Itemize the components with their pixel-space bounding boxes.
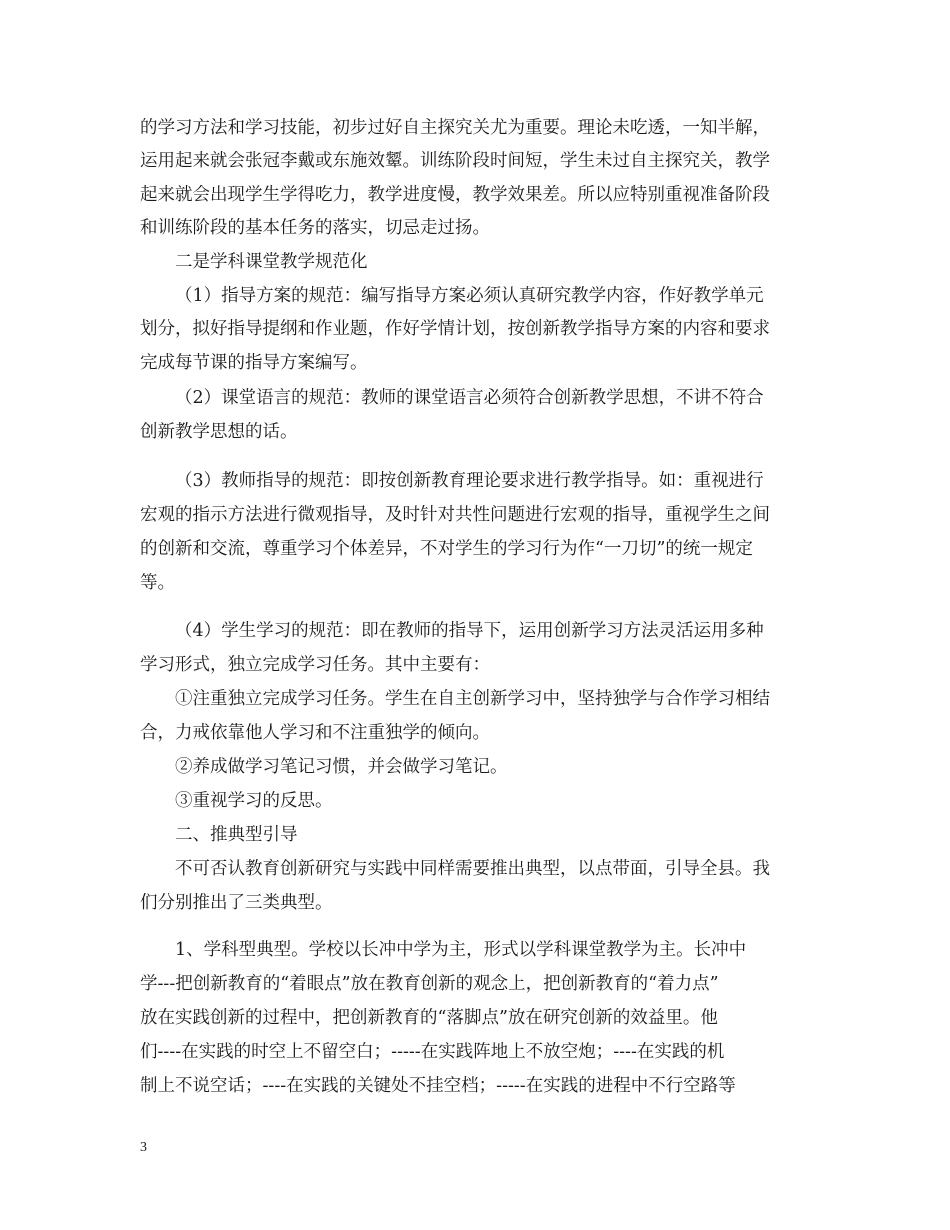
text-line: 和训练阶段的基本任务的落实，切忌走过扬。 — [140, 218, 490, 238]
text-line: 不可否认教育创新研究与实践中同样需要推出典型，以点带面，引导全县。我 — [175, 859, 770, 879]
text-line: 起来就会出现学生学得吃力，教学进度慢，教学效果差。所以应特别重视准备阶段 — [140, 185, 770, 205]
text-line: （3）教师指导的规范：即按创新教育理论要求进行教学指导。如：重视进行 — [175, 471, 764, 491]
text-line: 们----在实践的时空上不留空白；-----在实践阵地上不放空炮；----在实践的机 — [140, 1042, 725, 1062]
text-line: 们分别推出了三类典型。 — [140, 893, 333, 913]
text-line: 1、学科型典型。学校以长冲中学为主，形式以学科课堂教学为主。长冲中 — [175, 940, 747, 960]
text-line: 制上不说空话；----在实践的关键处不挂空档；-----在实践的进程中不行空路等 — [140, 1076, 736, 1096]
text-line: 的创新和交流，尊重学习个体差异，不对学生的学习行为作“一刀切”的统一规定 — [140, 539, 753, 559]
section-heading: 二、推典型引导 — [175, 825, 298, 845]
text-line: （1）指导方案的规范：编写指导方案必须认真研究教学内容，作好教学单元 — [175, 286, 764, 306]
text-line: 运用起来就会张冠李戴或东施效颦。训练阶段时间短，学生未过自主探究关，教学 — [140, 151, 770, 171]
text-line: 等。 — [140, 573, 175, 593]
text-line: 划分，拟好指导提纲和作业题，作好学情计划，按创新教学指导方案的内容和要求 — [140, 319, 770, 339]
text-line: 合，力戒依靠他人学习和不注重独学的倾向。 — [140, 723, 490, 743]
text-line: 完成每节课的指导方案编写。 — [140, 353, 368, 373]
list-item: ③重视学习的反思。 — [175, 791, 333, 811]
text-line: 学---把创新教育的“着眼点”放在教育创新的观念上，把创新教育的“着力点” — [140, 974, 719, 994]
text-line: 放在实践创新的过程中，把创新教育的“落脚点”放在研究创新的效益里。他 — [140, 1008, 718, 1028]
text-line: （4）学生学习的规范：即在教师的指导下，运用创新学习方法灵活运用多种 — [175, 621, 764, 641]
text-line: 宏观的指示方法进行微观指导，及时针对共性问题进行宏观的指导，重视学生之间 — [140, 505, 770, 525]
text-line: 学习形式，独立完成学习任务。其中主要有： — [140, 655, 490, 675]
page-number: 3 — [140, 1140, 147, 1155]
text-line: 创新教学思想的话。 — [140, 422, 298, 442]
list-item: ①注重独立完成学习任务。学生在自主创新学习中，坚持独学与合作学习相结 — [175, 689, 770, 709]
list-item: ②养成做学习笔记习惯，并会做学习笔记。 — [175, 757, 508, 777]
section-heading: 二是学科课堂教学规范化 — [175, 252, 368, 272]
text-line: 的学习方法和学习技能，初步过好自主探究关尤为重要。理论未吃透，一知半解， — [140, 118, 770, 138]
text-line: （2）课堂语言的规范：教师的课堂语言必须符合创新教学思想，不讲不符合 — [175, 388, 764, 408]
